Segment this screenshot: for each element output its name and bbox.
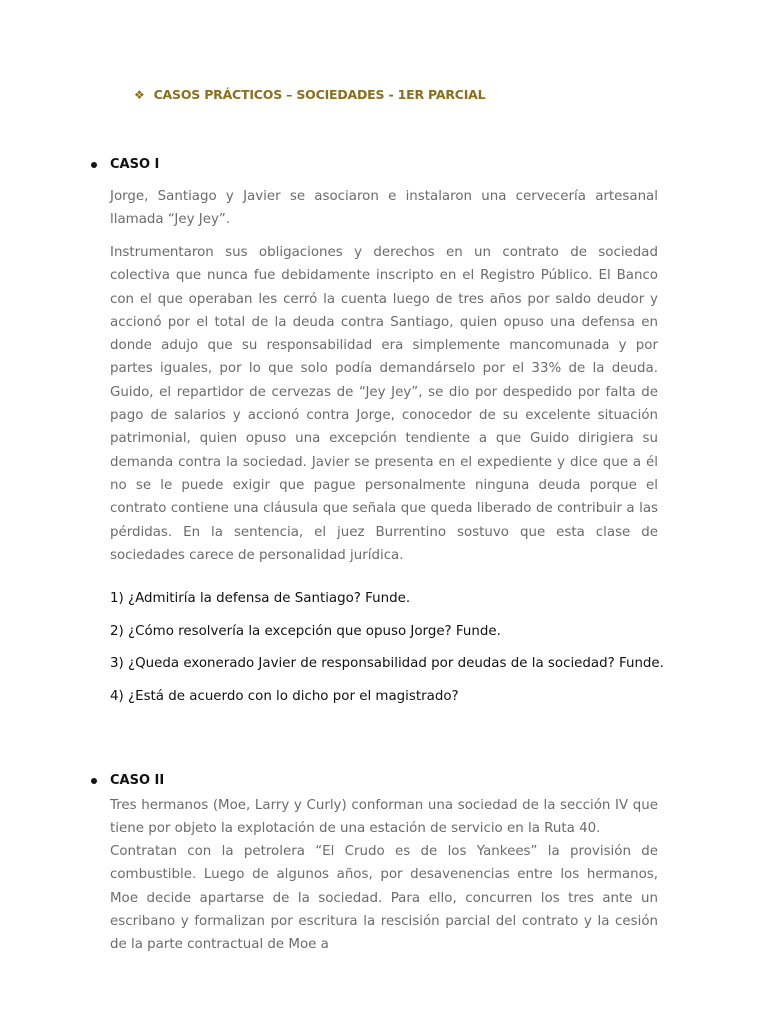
caso-1-intro: Jorge, Santiago y Javier se asociaron e instalaron una cervecería artesanal llamada “Jey Jey”. xyxy=(110,189,658,228)
document-heading xyxy=(134,87,485,102)
caso-2-body-2: Contratan con la petrolera “El Crudo es de los Yankees” la provisión de combustible. Luego de algunos años, por desavenencias entre los hermanos, Moe decide apartarse de la sociedad. Para ello, concurren los tres ante un escribano y formalizan por escritura la rescisión parcial del contrato y la cesión de la parte contractual de Moe a xyxy=(110,844,658,953)
caso-1-title xyxy=(91,157,159,172)
question-2: 2) ¿Cómo resolvería la excepción que opuso Jorge? Funde. xyxy=(110,624,501,639)
caso-1-body: Instrumentaron sus obligaciones y derechos en un contrato de sociedad colectiva que nunca fue debidamente inscripto en el Registro Público. El Banco con el que operaban les cerró la cuenta luego de tres años por saldo deudor y accionó por el total de la deuda contra Santiago, quien opuso una defensa en donde adujo que su responsabilidad era simplemente mancomunada y por partes iguales, por lo que solo podía demandárselo por el 33% de la deuda. Guido, el repartidor de cervezas de “Jey Jey”, se dio por despedido por falta de pago de salarios y accionó contra Jorge, conocedor de su excelente situación patrimonial, quien opuso una excepción tendiente a que Guido dirigiera su demanda contra la sociedad. Javier se presenta en el expediente y dice que a él no se le puede exigir que pague personalmente ninguna deuda porque el contrato contiene una cláusula que señala que queda liberado de contribuir a las pérdidas. En la sentencia, el juez Burrentino sostuvo que esta clase de sociedades carece de personalidad jurídica. xyxy=(110,245,658,563)
caso-2-title-text: CASO II xyxy=(110,773,165,788)
bullet-icon xyxy=(91,162,97,168)
diamond-bullet-icon: ❖ xyxy=(134,87,145,102)
bullet-icon xyxy=(91,778,97,784)
caso-2-body: Tres hermanos (Moe, Larry y Curly) conforman una sociedad de la sección IV que tiene por objeto la explotación de una estación de servicio en la Ruta 40. xyxy=(110,798,658,837)
question-4: 4) ¿Está de acuerdo con lo dicho por el magistrado? xyxy=(110,689,459,704)
heading-text: CASOS PRÁCTICOS – SOCIEDADES - 1ER PARCIAL xyxy=(153,87,486,102)
caso-2-title xyxy=(91,773,164,788)
caso-1-title-text: CASO I xyxy=(110,157,160,172)
question-3: 3) ¿Queda exonerado Javier de responsabilidad por deudas de la sociedad? Funde. xyxy=(110,656,664,671)
question-1: 1) ¿Admitiría la defensa de Santiago? Funde. xyxy=(110,591,411,606)
